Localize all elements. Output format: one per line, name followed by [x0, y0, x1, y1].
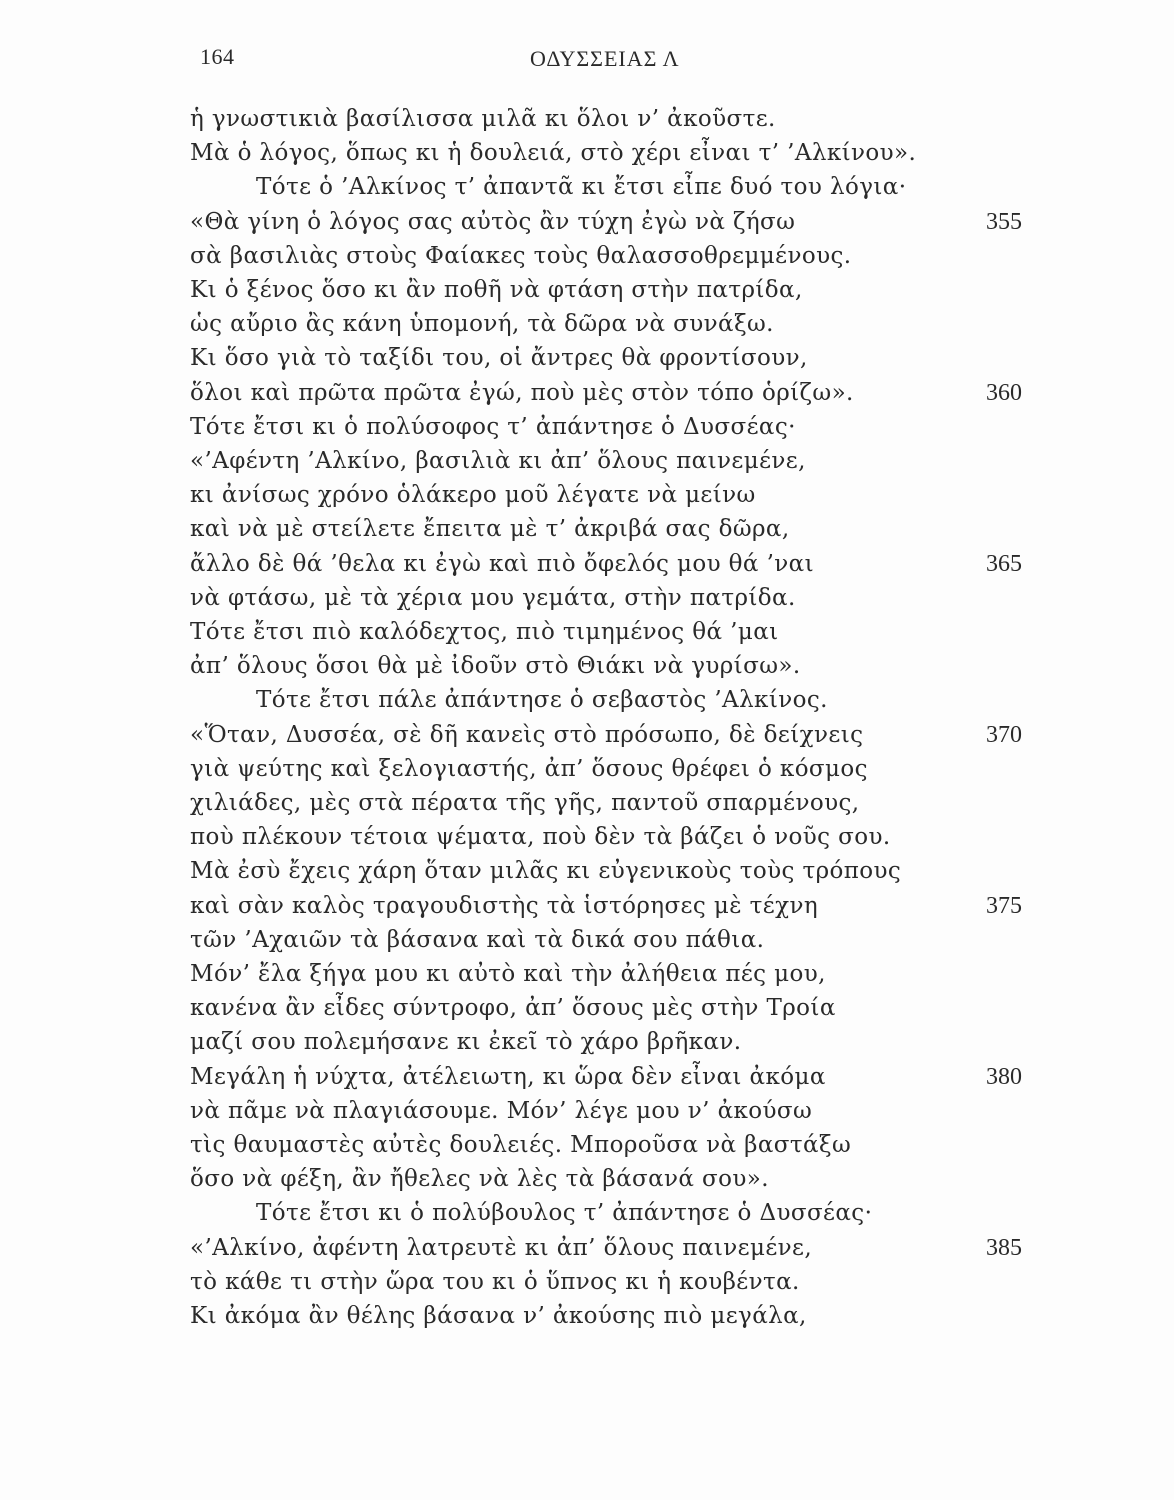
- verse-line: [0, 273, 1174, 307]
- verse-text: Μόν’ ἔλα ξήγα μου κι αὐτὸ καὶ τὴν ἀλήθεια πές μου,: [190, 961, 826, 987]
- verse-text: Τότε ἔτσι πάλε ἀπάντησε ὁ σεβαστὸς ’Αλκίνος.: [256, 687, 828, 714]
- verse-text: ὅλοι καὶ πρῶτα πρῶτα ἐγώ, ποὺ μὲς στὸν τόπο ὁρίζω».: [190, 379, 854, 406]
- verse-text: χιλιάδες, μὲς στὰ πέρατα τῆς γῆς, παντοῦ σπαρμένους,: [190, 790, 860, 816]
- verse-line: [0, 512, 1174, 546]
- verse-line: [0, 991, 1174, 1025]
- verse-text: ἡ γνωστικιὰ βασίλισσα μιλᾶ κι ὅλοι ν’ ἀκοῦστε.: [190, 106, 776, 132]
- verse-line: [0, 341, 1174, 375]
- line-number: 375: [986, 892, 1022, 919]
- verse-text: Τότε ἔτσι πιὸ καλόδεχτος, πιὸ τιμημένος θά ’μαι: [190, 619, 779, 645]
- verse-line: [0, 889, 1174, 923]
- verse-text: τὸ κάθε τι στὴν ὥρα του κι ὁ ὕπνος κι ἡ κουβέντα.: [190, 1268, 800, 1295]
- verse-text: Κι ἀκόμα ἂν θέλης βάσανα ν’ ἀκούσης πιὸ μεγάλα,: [190, 1303, 807, 1329]
- verse-line: [0, 170, 1174, 204]
- line-number: 380: [986, 1063, 1022, 1090]
- verse-line: [0, 854, 1174, 888]
- verse-line: [0, 615, 1174, 649]
- verse-line: [0, 1265, 1174, 1299]
- verse-text: ἄλλο δὲ θά ’θελα κι ἐγὼ καὶ πιὸ ὄφελός μου θά ’ναι: [190, 550, 815, 577]
- verse-line: [0, 1128, 1174, 1162]
- verse-text: γιὰ ψεύτης καὶ ξελογιαστής, ἀπ’ ὅσους θρέφει ὁ κόσμος: [190, 755, 868, 782]
- verse-text: «Θὰ γίνη ὁ λόγος σας αὐτὸς ἂν τύχη ἐγὼ νὰ ζήσω: [190, 208, 796, 235]
- verse-line: [0, 820, 1174, 854]
- verse-text: μαζί σου πολεμήσανε κι ἐκεῖ τὸ χάρο βρῆκαν.: [190, 1029, 742, 1056]
- verse-line: [0, 444, 1174, 478]
- line-number: 365: [986, 550, 1022, 577]
- verse-line: [0, 307, 1174, 341]
- line-number: 370: [986, 721, 1022, 748]
- verse-text: κανένα ἂν εἶδες σύντροφο, ἀπ’ ὅσους μὲς στὴν Τροία: [190, 995, 836, 1022]
- verse-text: καὶ νὰ μὲ στείλετε ἔπειτα μὲ τ’ ἀκριβά σας δῶρα,: [190, 516, 790, 543]
- verse-text: καὶ σὰν καλὸς τραγουδιστὴς τὰ ἱστόρησες μὲ τέχνη: [190, 892, 819, 919]
- page-number: 164: [200, 44, 235, 69]
- verse-text: «Ὅταν, Δυσσέα, σὲ δῆ κανεὶς στὸ πρόσωπο, δὲ δείχνεις: [190, 721, 864, 748]
- verse-line: [0, 1162, 1174, 1196]
- verse-line: [0, 581, 1174, 615]
- running-title: ΟΔΥΣΣΕΙΑΣ Λ: [530, 46, 680, 71]
- verse-line: [0, 239, 1174, 273]
- verse-line: [0, 1060, 1174, 1094]
- verse-text: νὰ φτάσω, μὲ τὰ χέρια μου γεμάτα, στὴν πατρίδα.: [190, 584, 796, 611]
- line-number: 355: [986, 208, 1022, 235]
- verse-line: [0, 136, 1174, 170]
- verse-text: νὰ πᾶμε νὰ πλαγιάσουμε. Μόν’ λέγε μου ν’ ἀκούσω: [190, 1097, 813, 1124]
- verse-text: κι ἀνίσως χρόνο ὁλάκερο μοῦ λέγατε νὰ μείνω: [190, 482, 756, 509]
- verse-text: ποὺ πλέκουν τέτοια ψέματα, ποὺ δὲν τὰ βάζει ὁ νοῦς σου.: [190, 824, 891, 851]
- verse-text: Τότε ἔτσι κι ὁ πολύσοφος τ’ ἀπάντησε ὁ Δυσσέας·: [190, 413, 796, 440]
- verse-text: Κι ὅσο γιὰ τὸ ταξίδι του, οἱ ἄντρες θὰ φροντίσουν,: [190, 345, 808, 372]
- verse-text: Κι ὁ ξένος ὅσο κι ἂν ποθῆ νὰ φτάση στὴν πατρίδα,: [190, 277, 803, 303]
- verse-text: ἀπ’ ὅλους ὅσοι θὰ μὲ ἰδοῦν στὸ Θιάκι νὰ γυρίσω».: [190, 653, 801, 680]
- line-number: 385: [986, 1234, 1022, 1261]
- verse-line: [0, 786, 1174, 820]
- verse-text: Μεγάλη ἡ νύχτα, ἀτέλειωτη, κι ὥρα δὲν εἶναι ἀκόμα: [190, 1063, 826, 1090]
- verse-text: τὶς θαυμαστὲς αὐτὲς δουλειές. Μποροῦσα νὰ βαστάξω: [190, 1132, 852, 1158]
- verse-line: [0, 649, 1174, 683]
- verse-line: [0, 718, 1174, 752]
- verse-line: [0, 1094, 1174, 1128]
- verse-line: [0, 102, 1174, 136]
- verse-line: [0, 923, 1174, 957]
- verse-text: Μὰ ἐσὺ ἔχεις χάρη ὅταν μιλᾶς κι εὐγενικοὺς τοὺς τρόπους: [190, 858, 902, 885]
- verse-text: τῶν ’Αχαιῶν τὰ βάσανα καὶ τὰ δικά σου πάθια.: [190, 926, 765, 953]
- verse-line: [0, 1025, 1174, 1059]
- verse-line: [0, 957, 1174, 991]
- verse-line: [0, 1299, 1174, 1333]
- verse-text: Μὰ ὁ λόγος, ὅπως κι ἡ δουλειά, στὸ χέρι εἶναι τ’ ’Αλκίνου».: [190, 140, 917, 167]
- verse-text: Τότε ἔτσι κι ὁ πολύβουλος τ’ ἀπάντησε ὁ Δυσσέας·: [256, 1200, 873, 1227]
- verse-line: [0, 752, 1174, 786]
- verse-line: [0, 547, 1174, 581]
- verse-text: σὰ βασιλιὰς στοὺς Φαίακες τοὺς θαλασσοθρεμμένους.: [190, 242, 852, 269]
- verse-line: [0, 1231, 1174, 1265]
- verse-line: [0, 376, 1174, 410]
- verse-line: [0, 205, 1174, 239]
- verse-line: [0, 683, 1174, 717]
- verse-line: [0, 410, 1174, 444]
- verse-line: [0, 1196, 1174, 1230]
- verse-text: «’Αλκίνο, ἀφέντη λατρευτὲ κι ἀπ’ ὅλους παινεμένε,: [190, 1234, 813, 1261]
- line-number: 360: [986, 379, 1022, 406]
- verse-line: [0, 478, 1174, 512]
- verse-text: ὡς αὔριο ἂς κάνη ὑπομονή, τὰ δῶρα νὰ συνάξω.: [190, 311, 774, 338]
- verse-text: «’Αφέντη ’Αλκίνο, βασιλιὰ κι ἀπ’ ὅλους παινεμένε,: [190, 448, 806, 474]
- verse-text: ὅσο νὰ φέξη, ἂν ἤθελες νὰ λὲς τὰ βάσανά σου».: [190, 1166, 769, 1193]
- verse-text: Τότε ὁ ’Αλκίνος τ’ ἀπαντᾶ κι ἔτσι εἶπε δυό του λόγια·: [256, 174, 907, 201]
